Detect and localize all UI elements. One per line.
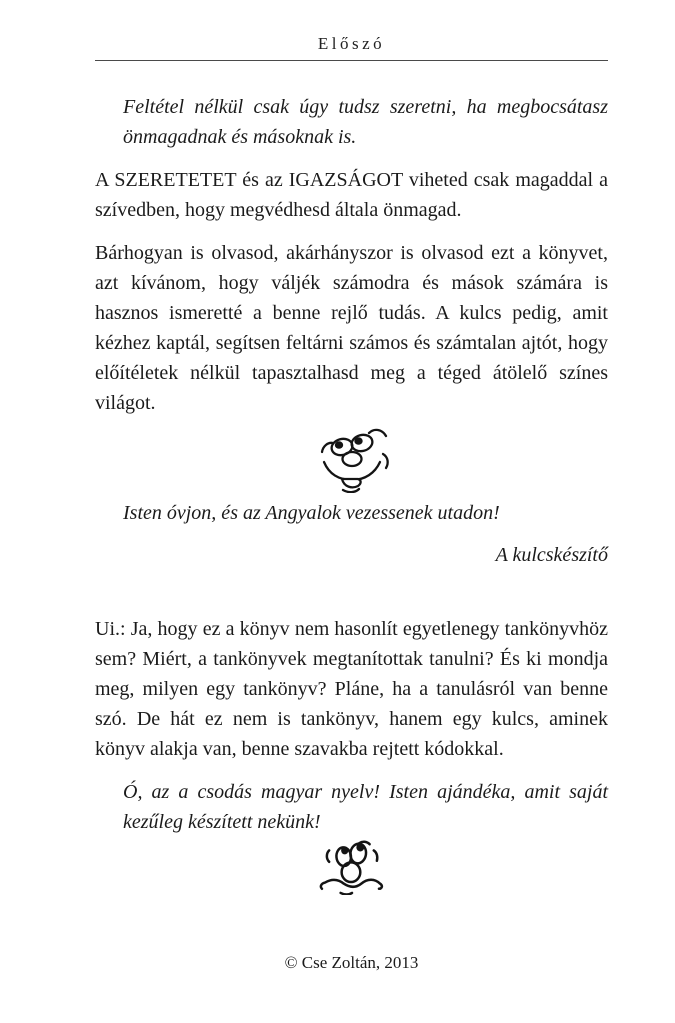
- confused-face-illustration: [95, 839, 608, 895]
- happy-face-illustration: [95, 427, 608, 493]
- header-rule: [95, 60, 608, 61]
- chapter-title: Előszó: [317, 34, 386, 53]
- page-header: [95, 0, 608, 61]
- paragraph-love-truth: A SZERETETET és az IGAZSÁGOT viheted csak magaddal a szívedben, hogy megvédhesd általa önmagad.: [95, 169, 608, 221]
- confused-cartoon-face-icon: [315, 839, 389, 895]
- opening-quote: Feltétel nélkül csak úgy tudsz szeretni, ha megbocsátasz önmagadnak és másoknak is.: [123, 96, 608, 148]
- blessing-line: Isten óvjon, és az Angyalok vezessenek utadon!: [123, 502, 500, 524]
- paragraph-postscript: Ui.: Ja, hogy ez a könyv nem hasonlít egyetlenegy tankönyvhöz sem? Miért, a tankönyvek megtanítottak tanulni? És ki mondja meg, milyen egy tankönyv? Pláne, ha a tanulásról van benne szó. De hát ez nem is tankönyv, hanem egy kulcs, aminek könyv alakja van, benne szavakba rejtett kódokkal.: [95, 618, 608, 760]
- copyright-line: © Cse Zoltán, 2013: [284, 953, 419, 972]
- happy-cartoon-face-icon: [312, 427, 392, 493]
- paragraph-reading-wish: Bárhogyan is olvasod, akárhányszor is olvasod ezt a könyvet, azt kívánom, hogy váljék számodra és mások számára is hasznos ismeretté a benne rejlő tudás. A kulcs pedig, amit kézhez kaptál, segítsen feltárni számos és számtalan ajtót, hogy előítéletek nélkül tapasztalhasd meg a téged átölelő színes világot.: [95, 242, 608, 414]
- closing-quote: Ó, az a csodás magyar nyelv! Isten ajándéka, amit saját kezűleg készített nekünk!: [123, 781, 608, 833]
- signature-keymaker: A kulcskészítő: [495, 544, 608, 566]
